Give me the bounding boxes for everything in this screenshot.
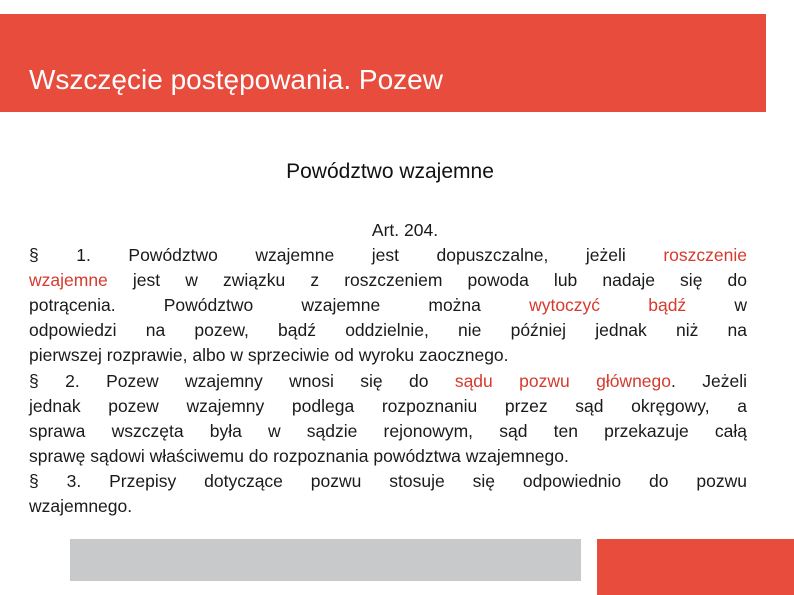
paragraph-2-line-3: sprawa wszczęta była w sądzie rejonowym, sąd ten przekazuje całą bbox=[29, 420, 747, 441]
highlight-wzajemne: wzajemne bbox=[29, 270, 108, 291]
slide-subtitle: Powództwo wzajemne bbox=[286, 160, 494, 183]
highlight-wytoczyc: wytoczyć bądź bbox=[529, 295, 687, 316]
slide-title: Wszczęcie postępowania. Pozew bbox=[29, 64, 443, 95]
paragraph-3-line-2: wzajemnego. bbox=[29, 496, 133, 517]
article-body bbox=[29, 218, 747, 519]
highlight-roszczenie: roszczenie bbox=[663, 245, 747, 266]
article-heading: Art. 204. bbox=[371, 220, 439, 240]
highlight-sad-pozwu: sądu pozwu głównego bbox=[454, 370, 672, 391]
footer-gray-bar bbox=[70, 539, 581, 581]
paragraph-3-line-1: § 3. Przepisy dotyczące pozwu stosuje się odpowiednio do pozwu bbox=[29, 470, 747, 491]
paragraph-1-line-5: pierwszej rozprawie, albo w sprzeciwie od wyroku zaocznego. bbox=[29, 345, 509, 366]
paragraph-2-line-1: § 2. Pozew wzajemny wnosi się do sądu pozwu głównego. Jeżeli bbox=[29, 370, 747, 391]
footer-red-block bbox=[597, 539, 794, 595]
paragraph-2-line-4: sprawę sądowi właściwemu do rozpoznania powództwa wzajemnego. bbox=[29, 445, 569, 466]
paragraph-1-line-4: odpowiedzi na pozew, bądź oddzielnie, nie później jednak niż na bbox=[29, 320, 747, 341]
paragraph-1-line-1: § 1. Powództwo wzajemne jest dopuszczalne, jeżeli roszczenie bbox=[29, 245, 747, 266]
paragraph-2-line-2: jednak pozew wzajemny podlega rozpoznaniu przez sąd okręgowy, a bbox=[29, 395, 747, 416]
paragraph-1-line-3: potrącenia. Powództwo wzajemne można wytoczyć bądź w bbox=[29, 295, 747, 316]
paragraph-1-line-2: wzajemne jest w związku z roszczeniem powoda lub nadaje się do bbox=[29, 270, 747, 291]
